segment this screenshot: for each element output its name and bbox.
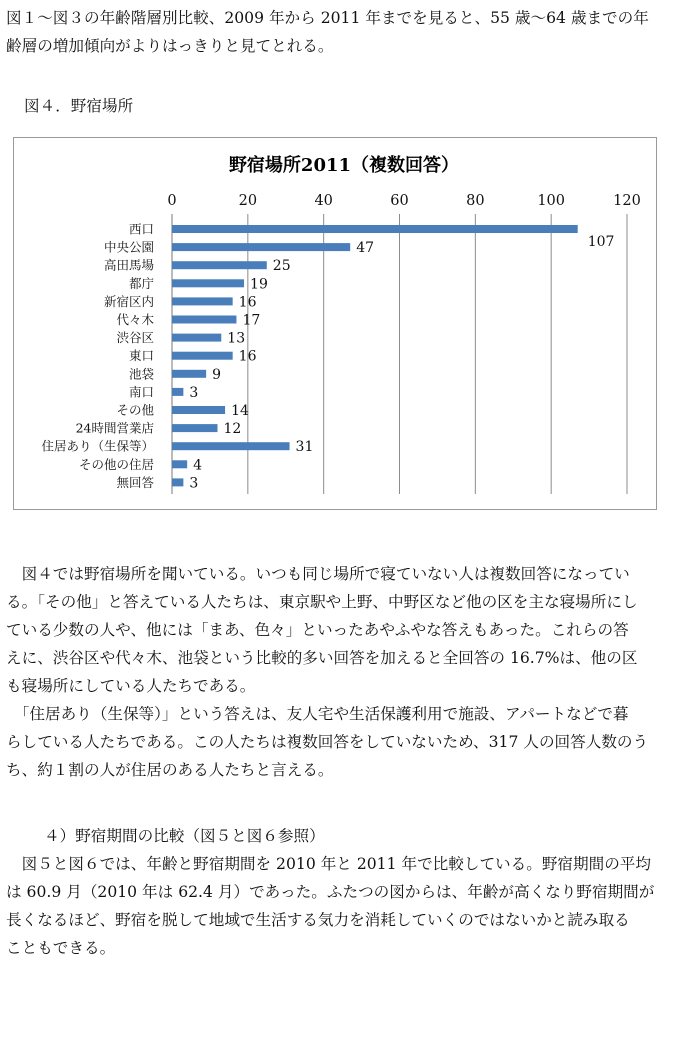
bar	[172, 478, 183, 486]
bar	[172, 334, 221, 342]
category-label: 西口	[128, 221, 154, 237]
x-tick-label: 20	[238, 193, 258, 209]
body-line: 図５と図６では、年齢と野宿期間を 2010 年と 2011 年で比較している。野宿期間の平均	[6, 855, 651, 873]
body-line: は 60.9 月（2010 年は 62.4 月）であった。ふたつの図からは、年齢が高くなり野宿期間が	[6, 883, 655, 901]
body-line: ち、約１割の人が住居のある人たちと言える。	[6, 761, 334, 779]
category-label: 中央公園	[103, 239, 154, 255]
category-labels	[41, 222, 154, 490]
bar	[172, 424, 218, 432]
bar	[172, 316, 236, 324]
data-label: 13	[227, 330, 246, 347]
category-label: 渋谷区	[116, 330, 154, 346]
data-label: 9	[212, 366, 222, 383]
data-label: 31	[295, 439, 314, 456]
category-label: 24時間営業店	[75, 420, 154, 436]
body-line: ている少数の人や、他には「まあ、色々」といったあやふやな答えもあった。これらの答	[6, 621, 629, 639]
body-paragraph-3	[6, 850, 696, 962]
body-line: 「住居あり（生保等）」という答えは、友人宅や生活保護利用で施設、アパートなどで暮	[6, 705, 629, 723]
bar	[172, 261, 267, 269]
body-line: 長くなるほど、野宿を脱して地域で生活する気力を消耗していくのではないかと読み取る	[6, 911, 630, 929]
bar	[172, 243, 350, 251]
category-label: その他の住居	[78, 456, 154, 472]
chart-title: 野宿場所2011（複数回答）	[228, 155, 460, 176]
category-label: 無回答	[116, 474, 154, 490]
data-label: 107	[587, 234, 615, 250]
data-label: 47	[356, 240, 375, 257]
bar	[172, 352, 233, 360]
category-label: 池袋	[128, 366, 154, 382]
data-label: 14	[231, 403, 249, 419]
x-tick-label: 120	[613, 193, 641, 209]
section-heading: ４）野宿期間の比較（図５と図６参照）	[44, 827, 325, 845]
bar	[172, 279, 244, 287]
bar-chart	[14, 138, 658, 511]
category-label: 代々木	[116, 312, 154, 327]
x-tick-label: 0	[167, 193, 177, 209]
bar	[172, 297, 233, 305]
category-label: 新宿区内	[103, 293, 154, 309]
x-tick-label: 100	[537, 193, 566, 209]
category-label: 高田馬場	[103, 257, 154, 273]
intro-paragraph	[6, 4, 696, 60]
x-tick-label: 60	[390, 193, 409, 209]
category-label: その他	[116, 402, 154, 418]
category-label: 南口	[128, 384, 154, 400]
data-label: 3	[189, 475, 199, 492]
category-label: 住居あり（生保等）	[41, 438, 154, 454]
body-line: も寝場所にしている人たちである。	[6, 677, 256, 695]
category-label: 都庁	[128, 275, 154, 291]
bar	[172, 370, 206, 378]
bar	[172, 388, 183, 396]
x-axis-ticks	[167, 193, 640, 209]
body-line: 図４では野宿場所を聞いている。いつも同じ場所で寝ていない人は複数回答になってい	[6, 565, 630, 583]
intro-line: 図１〜図３の年齢階層別比較、2009 年から 2011 年までを見ると、55 歳〜64 歳までの年	[6, 9, 649, 27]
figure-caption: 図４．野宿場所	[24, 97, 134, 115]
body-paragraph-1	[6, 560, 696, 700]
data-label: 17	[242, 312, 261, 329]
intro-line: 齢層の増加傾向がよりはっきりと見てとれる。	[6, 37, 334, 55]
data-label: 4	[193, 457, 203, 474]
body-line: らしている人たちである。この人たちは複数回答をしていないため、317 人の回答人数のう	[6, 733, 649, 751]
data-label: 12	[223, 421, 242, 438]
body-line: えに、渋谷区や代々木、池袋という比較的多い回答を加えると全回答の 16.7%は、他の区	[6, 649, 638, 667]
body-line: こともできる。	[6, 939, 116, 957]
data-label: 3	[189, 384, 199, 401]
x-tick-label: 40	[314, 193, 333, 209]
data-label: 16	[238, 294, 257, 311]
category-label: 東口	[128, 348, 154, 364]
bar	[172, 460, 187, 468]
data-label: 16	[238, 348, 257, 365]
bars	[172, 225, 578, 486]
body-line: る。「その他」と答えている人たちは、東京駅や上野、中野区など他の区を主な寝場所にし	[6, 593, 638, 611]
data-label: 19	[250, 276, 268, 293]
body-paragraph-2	[6, 700, 696, 784]
chart-frame	[13, 137, 657, 510]
x-tick-label: 80	[466, 193, 485, 209]
data-label: 25	[272, 258, 291, 275]
bar	[172, 225, 578, 233]
bar	[172, 442, 290, 450]
bar	[172, 406, 225, 414]
